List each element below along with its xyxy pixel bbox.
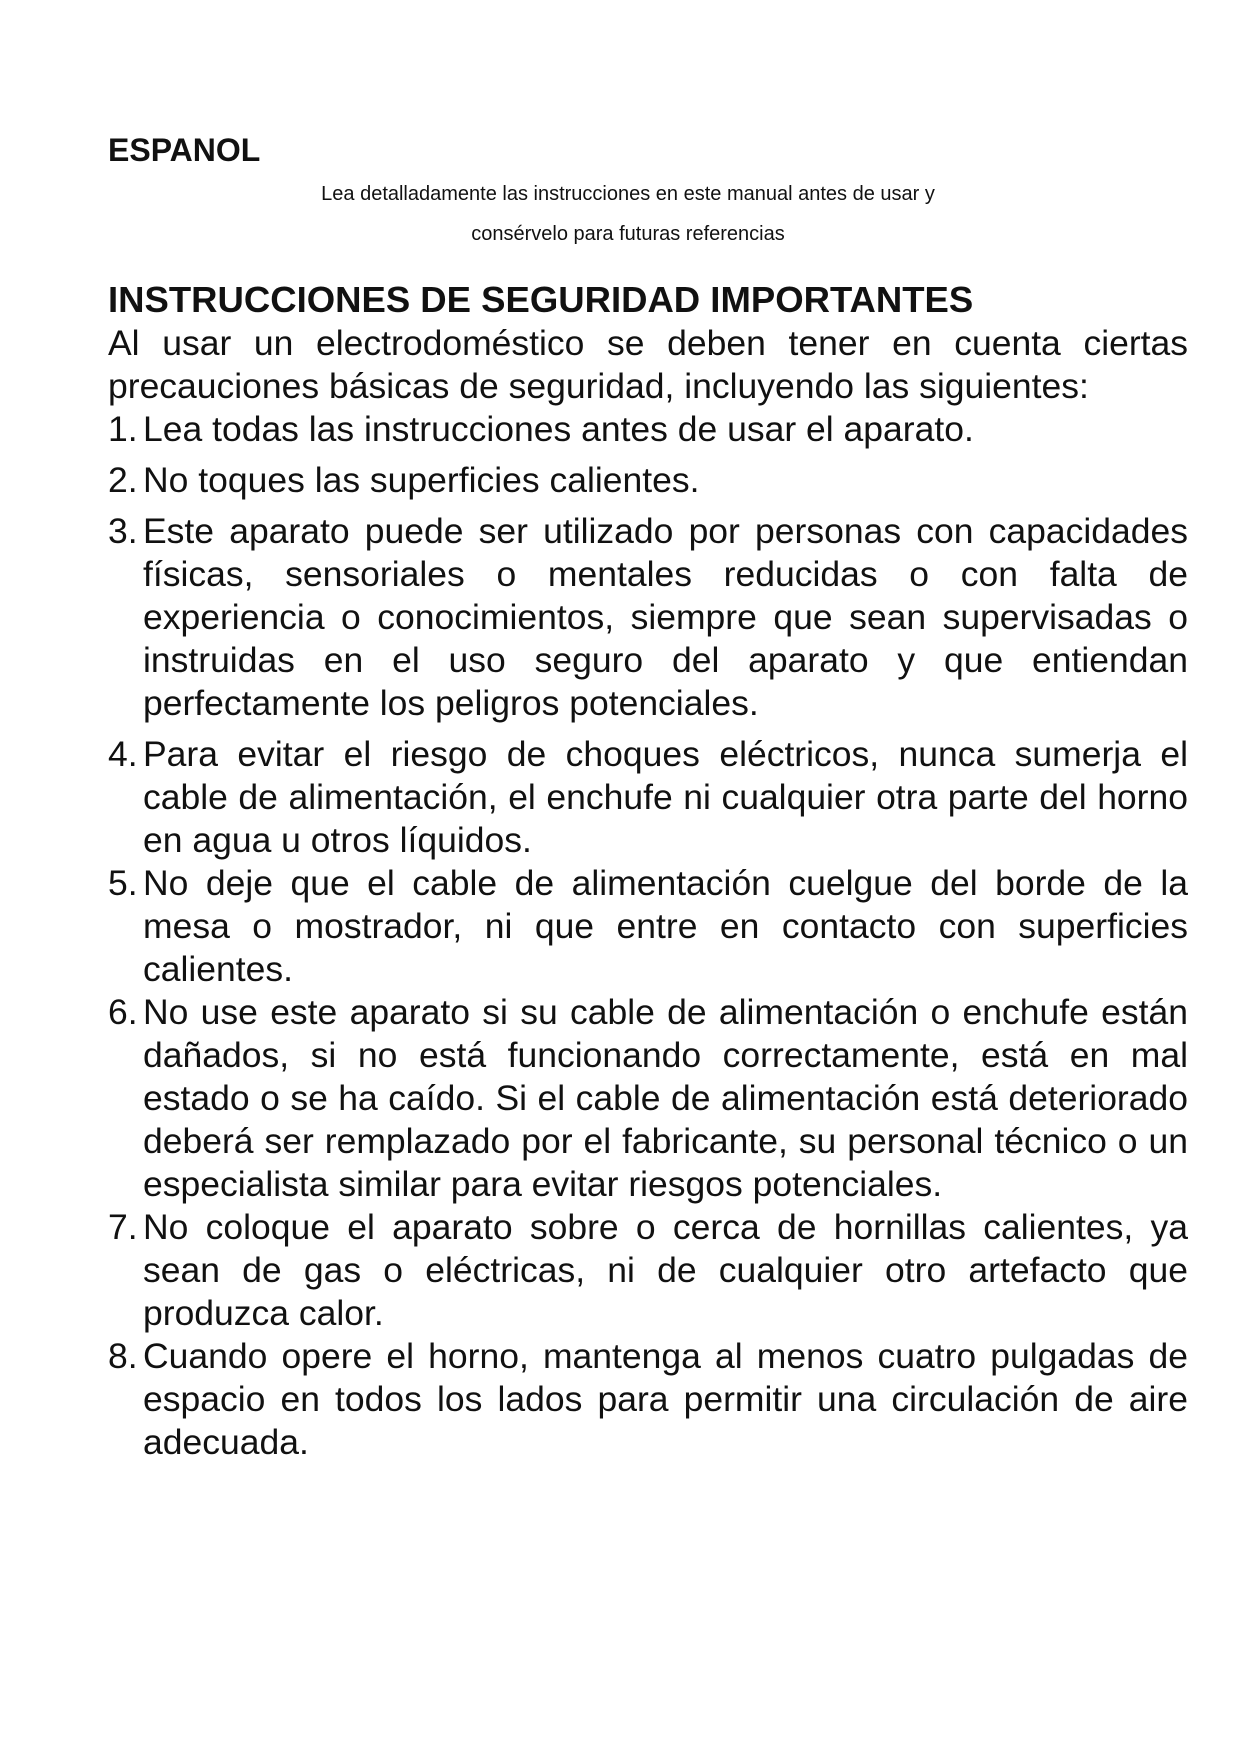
item-text: Cuando opere el horno, mantenga al menos cuatro pulgadas de espacio en todos los lados para permitir una circulación de aire adecuada. <box>143 1336 1188 1462</box>
lead-paragraph: Al usar un electrodoméstico se deben tener en cuenta ciertas precauciones básicas de seguridad, incluyendo las siguientes: <box>108 323 1188 406</box>
list-item <box>108 1335 1188 1464</box>
item-number: 4. <box>108 734 138 774</box>
list-item <box>108 459 1188 502</box>
item-text: No use este aparato si su cable de alimentación o enchufe están dañados, si no está funcionando correctamente, está en mal estado o se ha caído. Si el cable de alimentación está deteriorado deberá ser remplazado por el fabricante, su personal técnico o un especialista similar para evitar riesgos potenciales. <box>143 992 1188 1204</box>
item-number: 7. <box>108 1207 138 1247</box>
intro-note <box>108 174 1188 254</box>
list-item <box>108 1206 1188 1335</box>
item-number: 1. <box>108 409 138 449</box>
item-number: 6. <box>108 992 138 1032</box>
item-number: 2. <box>108 460 138 500</box>
intro-line-2: consérvelo para futuras referencias <box>471 223 785 245</box>
item-number: 5. <box>108 863 138 903</box>
language-label: ESPANOL <box>108 132 261 168</box>
list-item <box>108 991 1188 1206</box>
list-item <box>108 408 1188 451</box>
item-text: No toques las superficies calientes. <box>143 460 700 500</box>
safety-instructions-list <box>108 408 1188 1464</box>
item-number: 3. <box>108 511 138 551</box>
item-text: Este aparato puede ser utilizado por personas con capacidades físicas, sensoriales o mentales reducidas o con falta de experiencia o conocimientos, siempre que sean supervisadas o instruidas en el uso seguro del aparato y que entiendan perfectamente los peligros potenciales. <box>143 511 1188 723</box>
item-number: 8. <box>108 1336 138 1376</box>
list-item <box>108 510 1188 725</box>
item-text: No deje que el cable de alimentación cuelgue del borde de la mesa o mostrador, ni que entre en contacto con superficies calientes. <box>143 863 1188 989</box>
manual-page <box>108 130 1188 1464</box>
item-text: No coloque el aparato sobre o cerca de hornillas calientes, ya sean de gas o eléctricas, ni de cualquier otro artefacto que produzca calor. <box>143 1207 1188 1333</box>
item-text: Para evitar el riesgo de choques eléctricos, nunca sumerja el cable de alimentación, el enchufe ni cualquier otra parte del horno en agua u otros líquidos. <box>143 734 1188 860</box>
section-heading: INSTRUCCIONES DE SEGURIDAD IMPORTANTES <box>108 279 974 320</box>
list-item <box>108 733 1188 862</box>
list-item <box>108 862 1188 991</box>
intro-line-1: Lea detalladamente las instrucciones en este manual antes de usar y <box>321 183 935 205</box>
item-text: Lea todas las instrucciones antes de usar el aparato. <box>143 409 974 449</box>
